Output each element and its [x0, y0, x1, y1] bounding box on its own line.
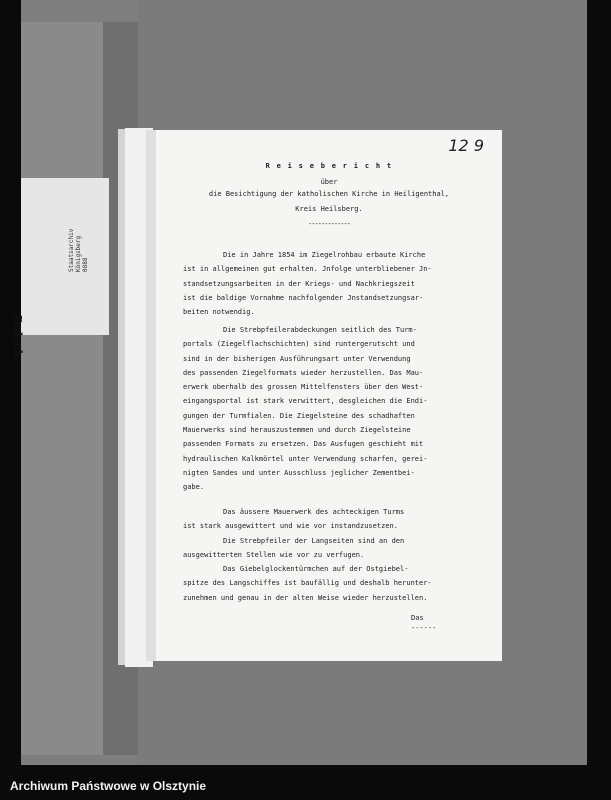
text-line: gabe.	[183, 483, 205, 492]
text-line: zunehmen und genau in der alten Weise wieder herzustellen.	[183, 593, 428, 602]
text-line: passenden Formats zu ersetzen. Das Ausfugen geschieht mit	[183, 440, 424, 449]
document-title: R e i s e b e r i c h t	[265, 162, 393, 170]
text-line: standsetzungsarbeiten in der Kriegs- und Nachkriegszeit	[183, 279, 415, 288]
document-page	[156, 130, 502, 661]
text-line: spitze des Langschiffes ist baufällig und deshalb herunter-	[183, 579, 432, 588]
text-line: portals (Ziegelflachschichten) sind runtergerutscht und	[183, 340, 415, 349]
archive-label-card	[21, 178, 109, 335]
text-line: Die Strebpfeiler der Langseiten sind an den	[223, 537, 405, 545]
spine-label: Doleck	[11, 315, 24, 358]
text-line: sind in der bisherigen Ausführungsart unter Verwendung	[183, 354, 411, 363]
text-line: Die in Jahre 1854 im Ziegelrohbau erbaute Kirche	[223, 251, 426, 259]
paragraph-3	[183, 505, 483, 534]
paragraph-4	[183, 534, 483, 563]
title-underline: -------------	[308, 220, 350, 228]
continuation-rule: ------	[411, 624, 437, 632]
text-line: des passenden Ziegelformats wieder herzustellen. Das Mau-	[183, 368, 424, 377]
file-binder-cover	[21, 22, 103, 755]
text-line: ist die baldige Vornahme nachfolgender Jnstandsetzungsar-	[183, 293, 424, 302]
text-line: Das Giebelglockentürmchen auf der Ostgiebel-	[223, 565, 409, 573]
paragraph-2	[183, 323, 483, 495]
title-line: über	[320, 178, 338, 186]
text-line: Das äussere Mauerwerk des achteckigen Turms	[223, 508, 405, 516]
text-line: Die Strebpfeilerabdeckungen seitlich des Turm-	[223, 326, 417, 334]
paragraph-1	[183, 248, 483, 319]
text-line: beiten notwendig.	[183, 308, 255, 317]
text-line: gungen der Turmfialen. Die Ziegelsteine des schadhaften	[183, 411, 415, 420]
paragraph-5	[183, 562, 483, 605]
continuation-word: Das	[411, 614, 424, 622]
archive-label-text: Staatsarchiv Königsberg 0888	[68, 228, 89, 272]
text-line: erwerk oberhalb des grossen Mittelfensters über den West-	[183, 383, 424, 392]
text-line: ist in allgemeinen gut erhalten. Jnfolge unterbliebener Jn-	[183, 265, 432, 274]
text-line: hydraulischen Kalkmörtel unter Verwendung scharfen, gerei-	[183, 454, 428, 463]
text-line: eingangsportal ist stark verwittert, desgleichen die Endi-	[183, 397, 428, 406]
text-line: ist stark ausgewittert und wie vor instandzusetzen.	[183, 522, 398, 531]
text-line: ausgewitterten Stellen wie vor zu verfugen.	[183, 551, 365, 560]
archive-footer: Archiwum Państwowe w Olsztynie	[10, 779, 207, 793]
text-line: Mauerwerks sind herauszustemmen und durch Ziegelsteine	[183, 426, 411, 435]
title-line: die Besichtigung der katholischen Kirche in Heiligenthal,	[208, 190, 450, 198]
title-line: Kreis Heilsberg.	[295, 205, 363, 213]
text-line: nigten Sandes und unter Ausschluss jeglicher Zementbei-	[183, 468, 415, 477]
page-number: 12 9	[448, 136, 484, 155]
